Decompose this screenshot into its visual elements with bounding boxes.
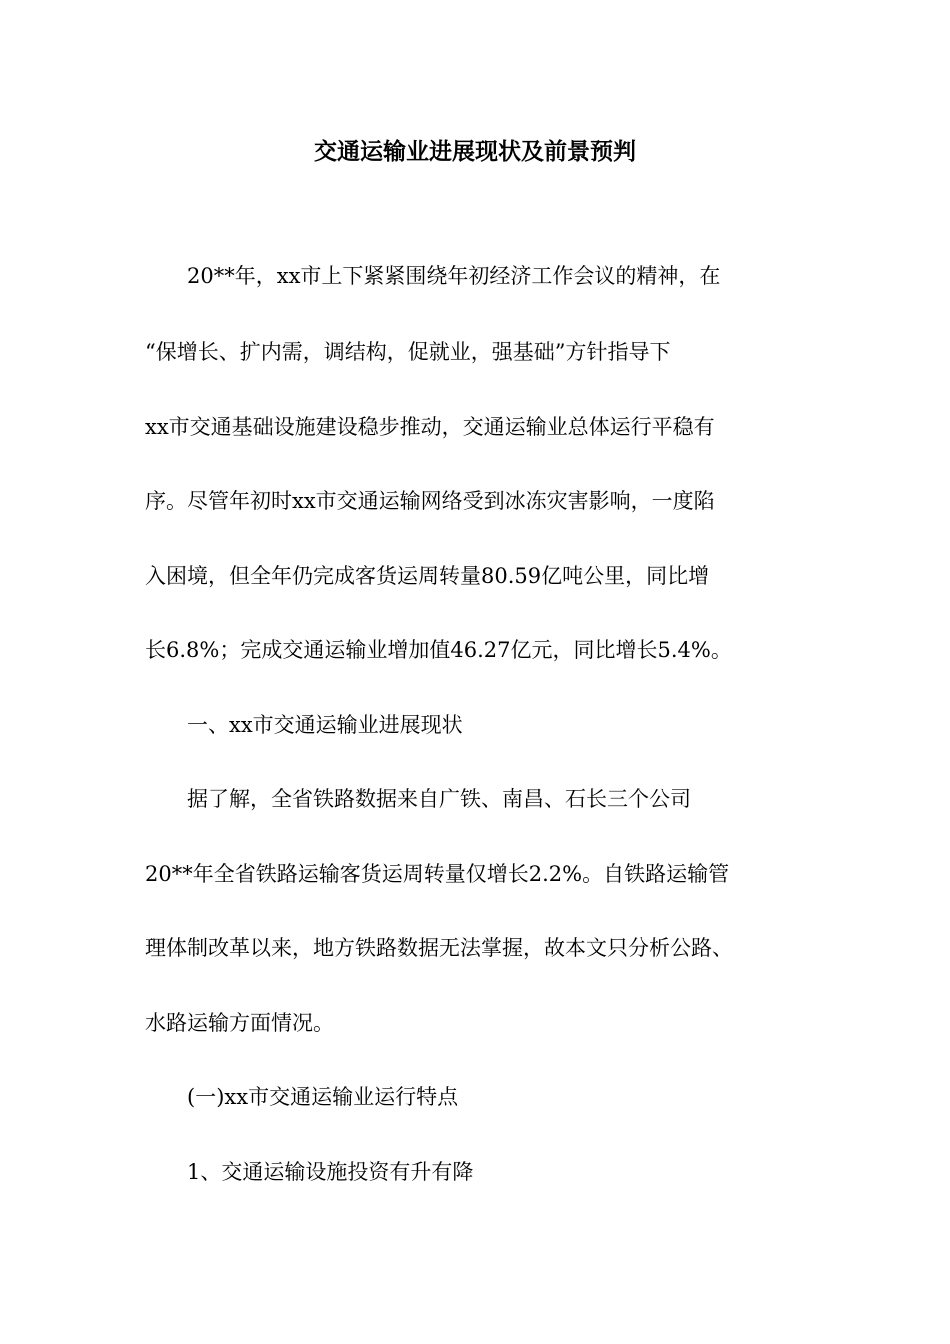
paragraph-line: 20**年，xx市上下紧紧围绕年初经济工作会议的精神，在 (145, 264, 721, 288)
paragraph-line: 20**年全省铁路运输客货运周转量仅增长2.2%。自铁路运输管 (145, 862, 730, 886)
subsection-heading: (一)xx市交通运输业运行特点 (145, 1085, 459, 1109)
paragraph-line: 理体制改革以来，地方铁路数据无法掌握，故本文只分析公路、 (145, 936, 733, 960)
paragraph-line: 水路运输方面情况。 (145, 1011, 334, 1035)
paragraph-line: 序。尽管年初时xx市交通运输网络受到冰冻灾害影响，一度陷 (145, 489, 715, 513)
paragraph-line: xx市交通基础设施建设稳步推动，交通运输业总体运行平稳有 (145, 415, 715, 439)
section-heading: 一、xx市交通运输业进展现状 (145, 713, 463, 737)
paragraph-line: 入困境，但全年仍完成客货运周转量80.59亿吨公里，同比增 (145, 564, 710, 588)
paragraph-line: 据了解，全省铁路数据来自广铁、南昌、石长三个公司 (145, 787, 691, 811)
document-title: 交通运输业进展现状及前景预判 (314, 138, 636, 165)
subsection-heading: 1、交通运输设施投资有升有降 (145, 1160, 474, 1184)
paragraph-line: “保增长、扩内需，调结构，促就业，强基础”方针指导下 (145, 340, 671, 364)
paragraph-line: 长6.8%；完成交通运输业增加值46.27亿元，同比增长5.4%。 (145, 638, 732, 662)
